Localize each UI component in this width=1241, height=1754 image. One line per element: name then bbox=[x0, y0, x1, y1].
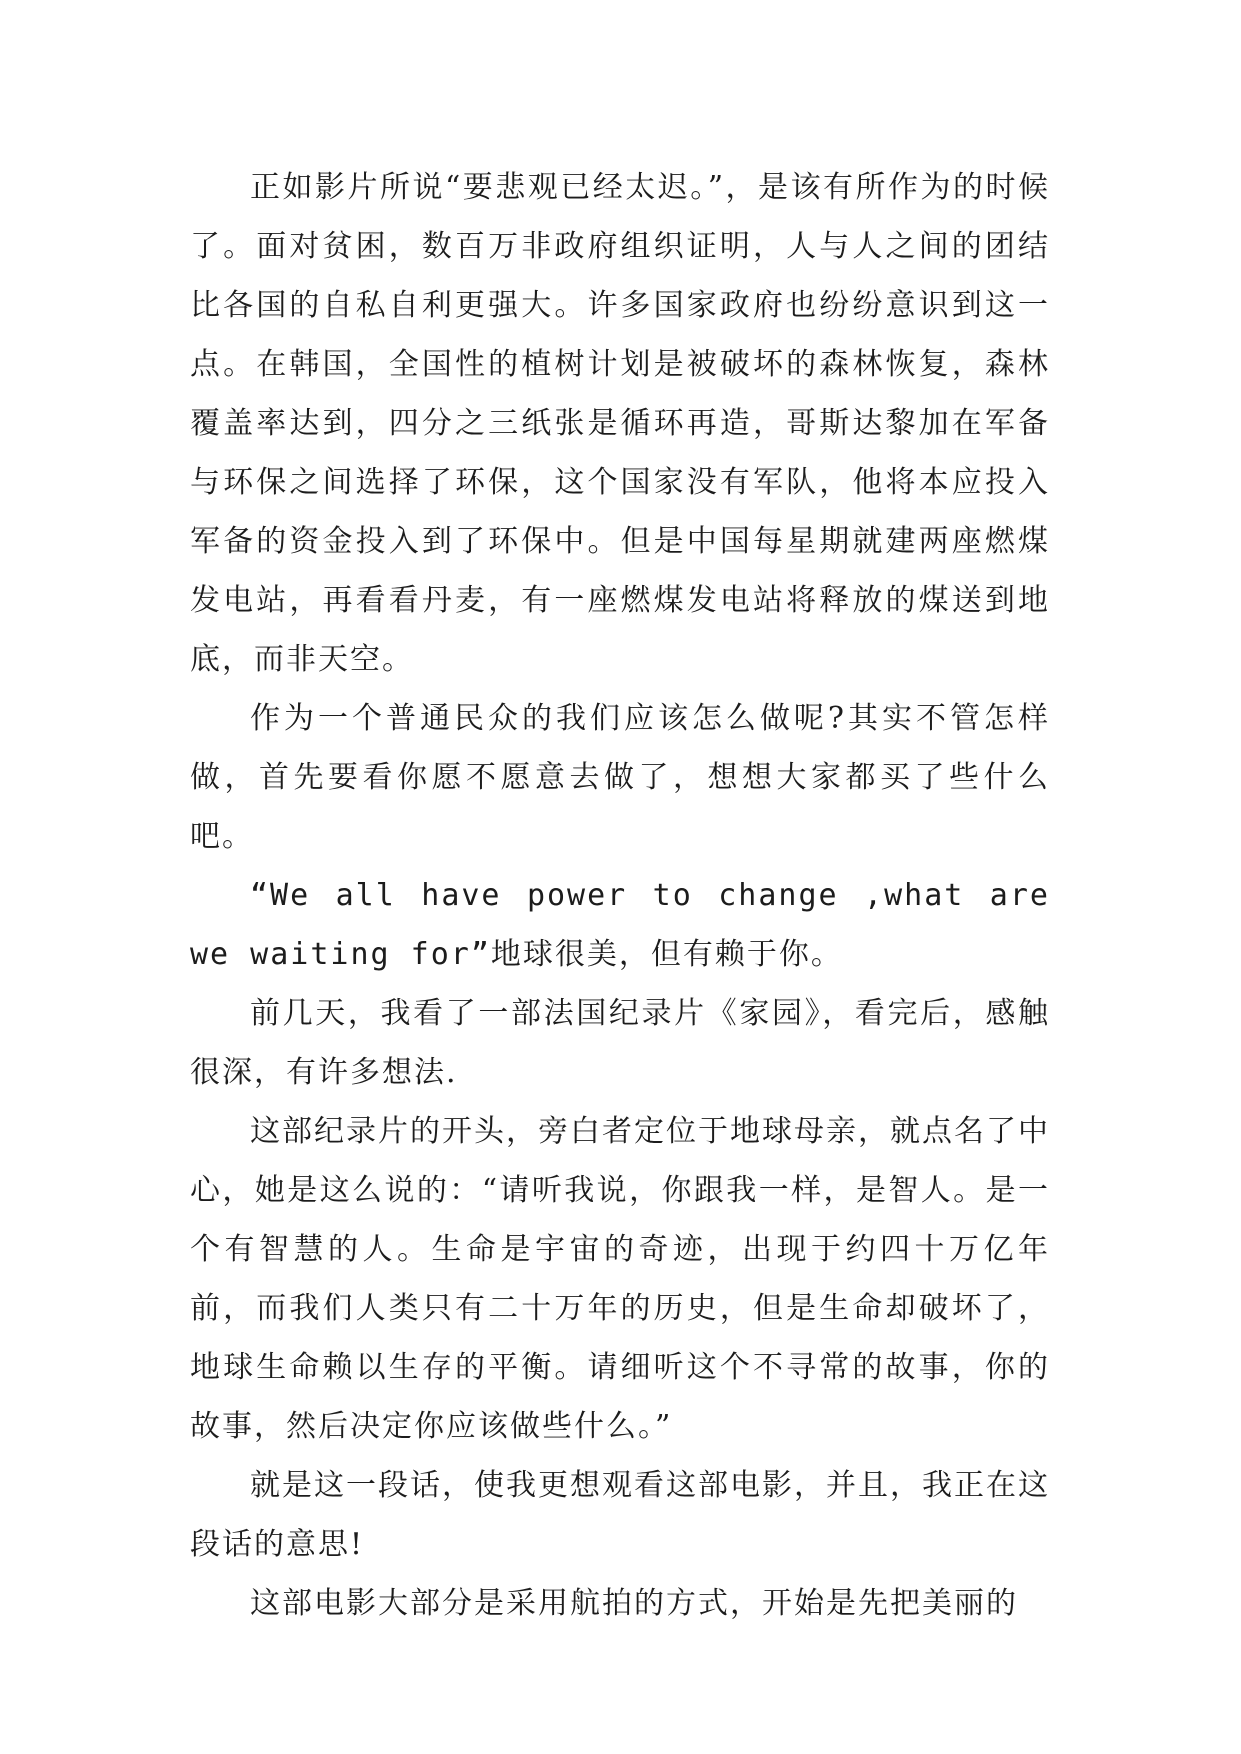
paragraph-4: 前几天，我看了一部法国纪录片《家园》，看完后，感触很深，有许多想法. bbox=[190, 996, 1050, 1090]
paragraph-5: 这部纪录片的开头，旁白者定位于地球母亲，就点名了中心，她是这么说的：“请听我说，你跟我一样，是智人。是一个有智慧的人。生命是宇宙的奇迹，出现于约四十万亿年前，而我们人类只有二十万年的历史，但是生命却破坏了，地球生命赖以生存的平衡。请细听这个不寻常的故事，你的故事，然后决定你应该做些什么。” bbox=[190, 1114, 1050, 1444]
paragraph-7: 这部电影大部分是采用航拍的方式，开始是先把美丽的 bbox=[250, 1586, 1018, 1621]
paragraph-3-quote: “We all have power to change ,what are we waiting for”地球很美，但有赖于你。 bbox=[190, 878, 1050, 972]
paragraph-6: 就是这一段话，使我更想观看这部电影，并且，我正在这段话的意思! bbox=[190, 1468, 1050, 1562]
paragraph-2: 作为一个普通民众的我们应该怎么做呢?其实不管怎样做，首先要看你愿不愿意去做了，想想大家都买了些什么吧。 bbox=[190, 701, 1050, 854]
document-body bbox=[190, 158, 1050, 1633]
paragraph-1: 正如影片所说“要悲观已经太迟。”，是该有所作为的时候了。面对贫困，数百万非政府组织证明，人与人之间的团结比各国的自私自利更强大。许多国家政府也纷纷意识到这一点。在韩国，全国性的植树计划是被破坏的森林恢复，森林覆盖率达到，四分之三纸张是循环再造，哥斯达黎加在军备与环保之间选择了环保，这个国家没有军队，他将本应投入军备的资金投入到了环保中。但是中国每星期就建两座燃煤发电站，再看看丹麦，有一座燃煤发电站将释放的煤送到地底，而非天空。 bbox=[190, 170, 1050, 677]
